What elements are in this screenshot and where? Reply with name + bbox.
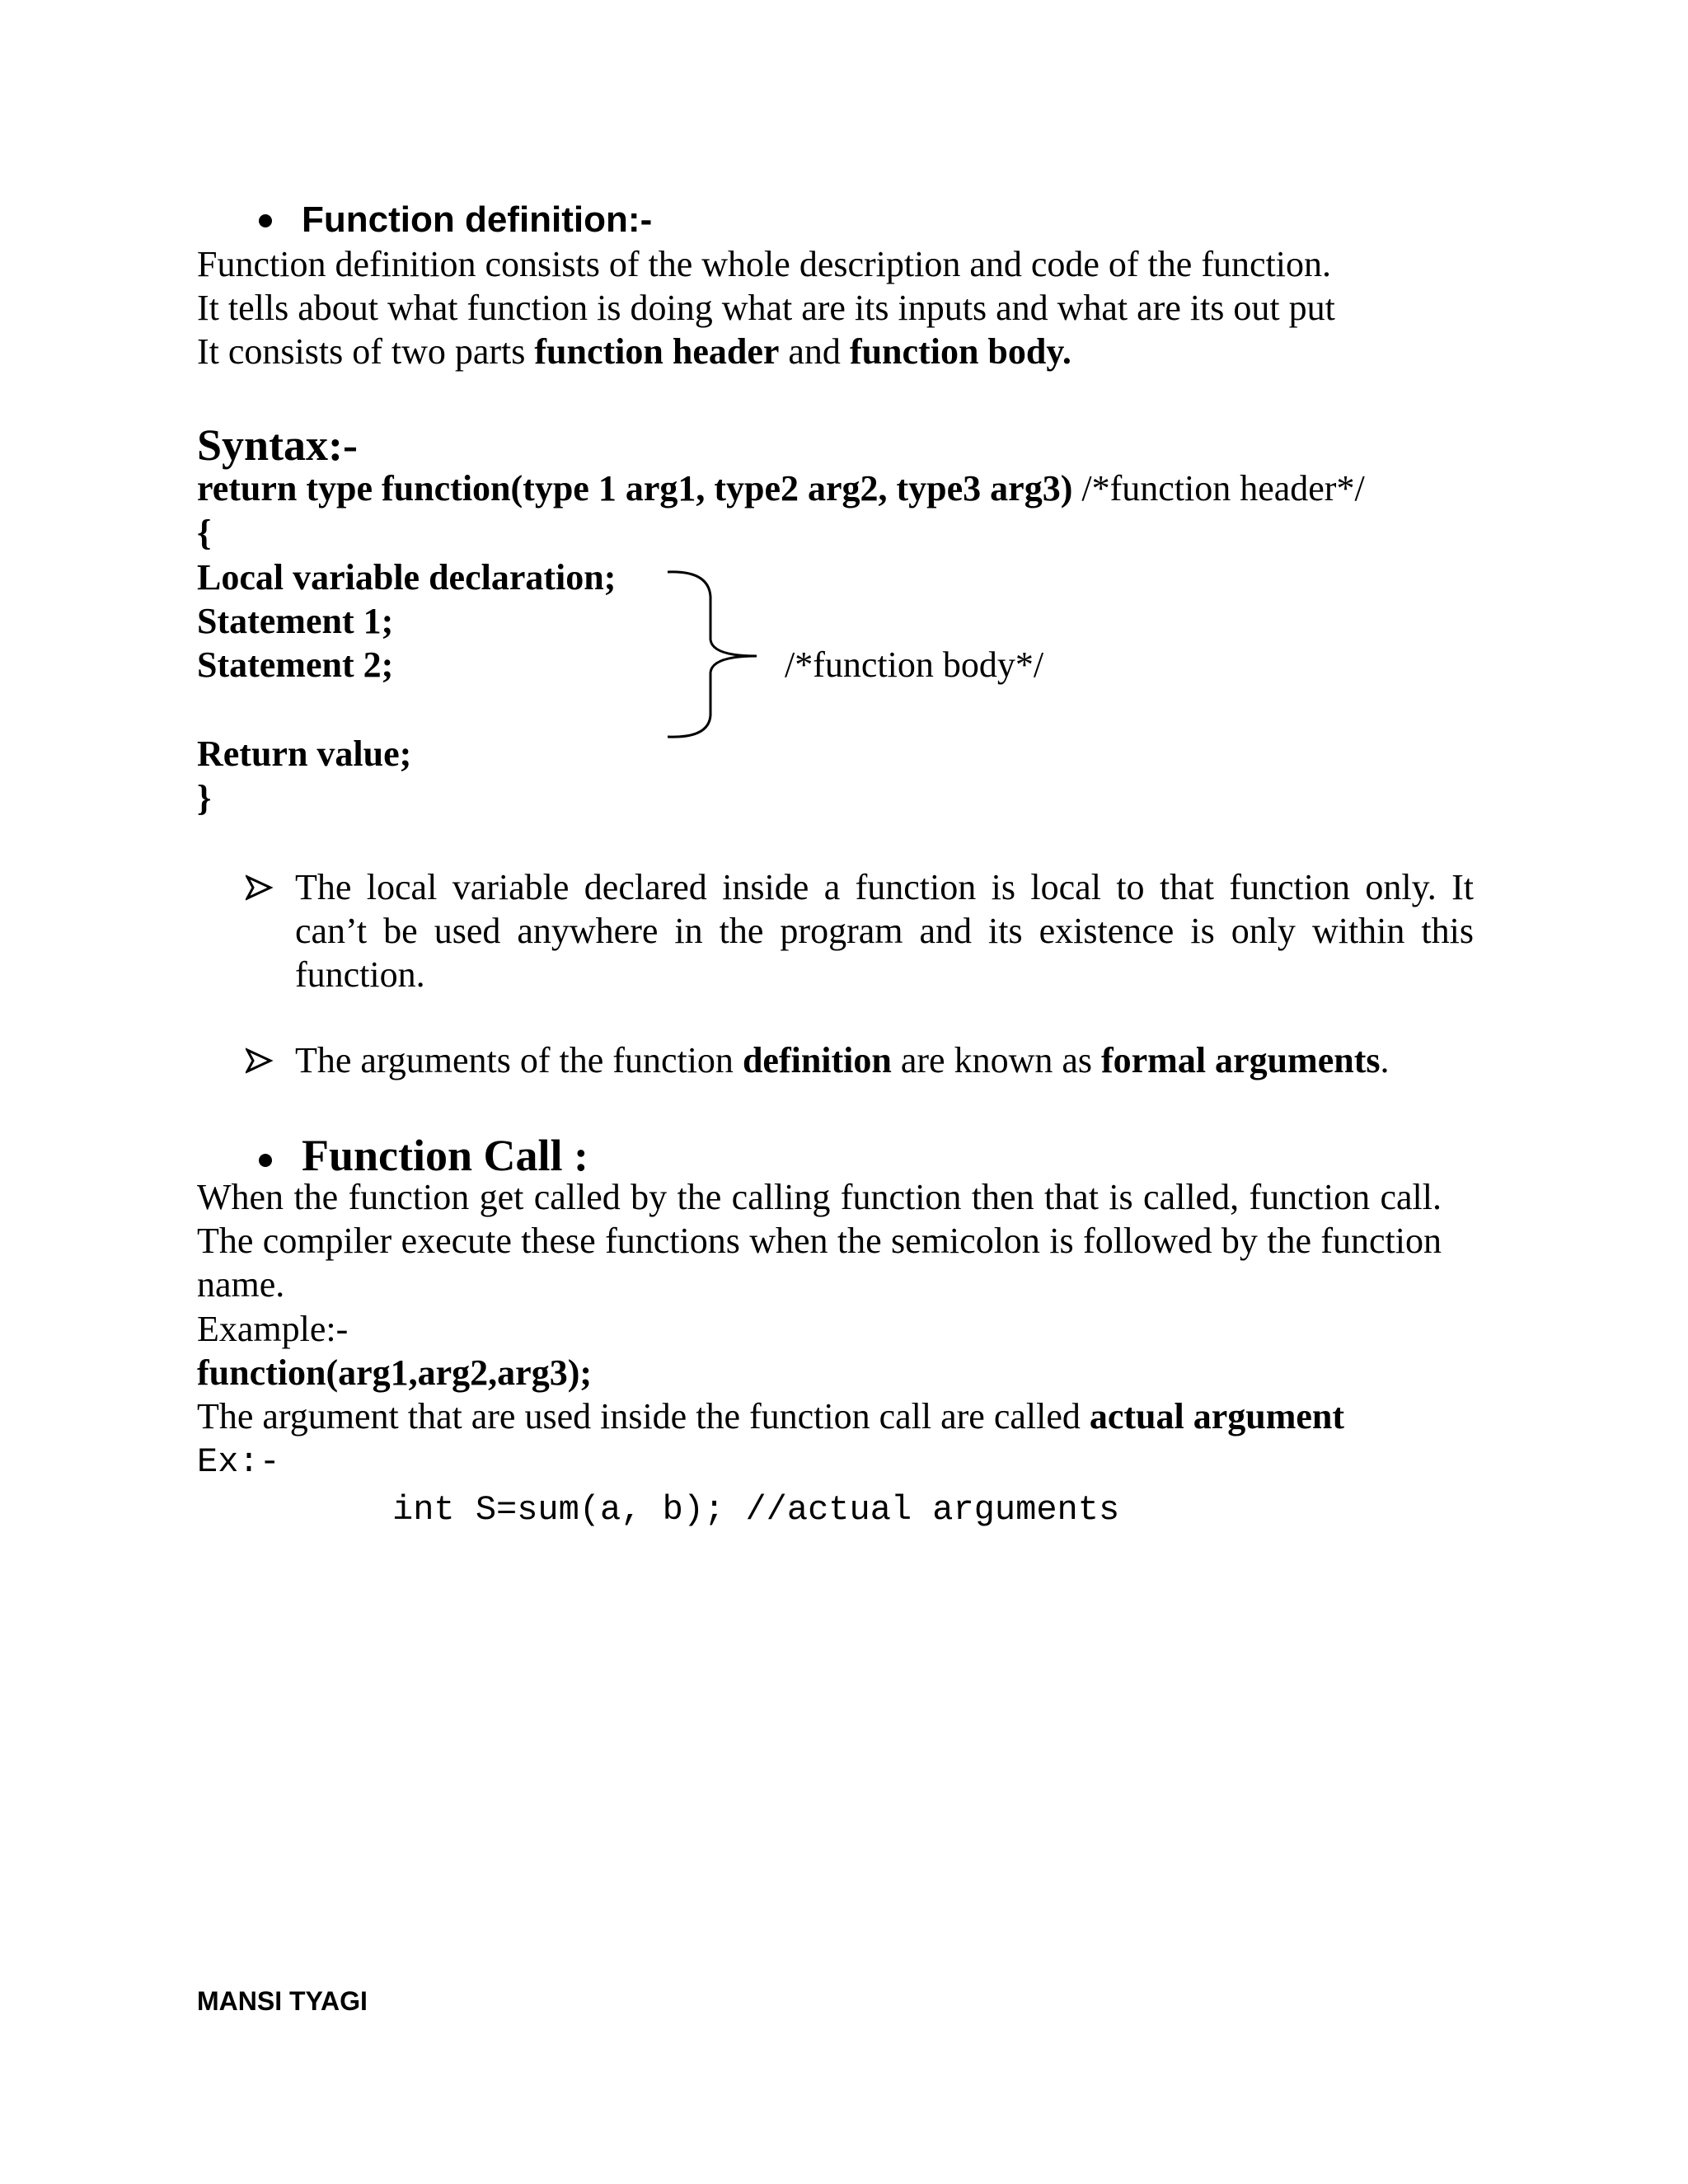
note-local-variable: The local variable declared inside a function is local to that function only. It can’t be used anywhere in the program and its existence is only within this function. bbox=[295, 867, 1474, 995]
footer-author: MANSI TYAGI bbox=[197, 1986, 368, 2016]
definition-line-1: Function definition consists of the whole description and code of the function. bbox=[197, 244, 1331, 284]
example-code: function(arg1,arg2,arg3); bbox=[197, 1352, 593, 1393]
note2-prefix: The arguments of the function bbox=[295, 1040, 743, 1080]
ex-label: Ex:- bbox=[197, 1442, 280, 1482]
syntax-statement-1: Statement 1; bbox=[197, 601, 394, 641]
syntax-close-brace: } bbox=[197, 778, 212, 818]
note2-formal: formal arguments bbox=[1101, 1040, 1381, 1080]
syntax-title: Syntax:- bbox=[197, 420, 359, 470]
note2-mid: are known as bbox=[891, 1040, 1101, 1080]
syntax-statement-2: Statement 2; bbox=[197, 644, 394, 685]
arrow-bullet-icon bbox=[246, 1047, 274, 1075]
actual-prefix: The argument that are used inside the function call are called bbox=[197, 1396, 1090, 1436]
syntax-open-brace: { bbox=[197, 513, 212, 553]
definition-line-2: It tells about what function is doing what are its inputs and what are its out put bbox=[197, 288, 1335, 328]
example-label: Example:- bbox=[197, 1309, 349, 1349]
arrow-bullet-icon bbox=[246, 874, 274, 902]
parts-prefix: It consists of two parts bbox=[197, 331, 535, 372]
syntax-header-code: return type function(type 1 arg1, type2 arg2, type3 arg3) bbox=[197, 468, 1073, 509]
bullet-icon bbox=[259, 214, 272, 227]
parts-body: function body. bbox=[849, 331, 1071, 372]
curly-brace-icon bbox=[659, 564, 767, 745]
ex-code: int S=sum(a, b); //actual arguments bbox=[392, 1490, 1120, 1530]
actual-argument-line bbox=[197, 1394, 1344, 1439]
section-heading-function-definition: Function definition:- bbox=[302, 199, 653, 240]
parts-and: and bbox=[779, 331, 850, 372]
syntax-header-line bbox=[197, 466, 1365, 511]
syntax-body-comment: /*function body*/ bbox=[785, 644, 1044, 685]
note2-end: . bbox=[1380, 1040, 1390, 1080]
note2-definition: definition bbox=[742, 1040, 892, 1080]
function-call-paragraph: When the function get called by the calling function then that is called, function call. The compiler execute these functions when the semicolon is followed by the function name. bbox=[197, 1177, 1442, 1305]
section-heading-function-call: Function Call : bbox=[302, 1131, 589, 1180]
note-formal-arguments bbox=[295, 1038, 1390, 1083]
syntax-header-comment: /*function header*/ bbox=[1072, 468, 1365, 509]
actual-bold: actual argument bbox=[1089, 1396, 1345, 1436]
parts-header: function header bbox=[534, 331, 780, 372]
syntax-local-declaration: Local variable declaration; bbox=[197, 557, 617, 598]
syntax-return-value: Return value; bbox=[197, 733, 412, 774]
bullet-icon bbox=[259, 1154, 272, 1167]
definition-line-3 bbox=[197, 330, 1071, 374]
